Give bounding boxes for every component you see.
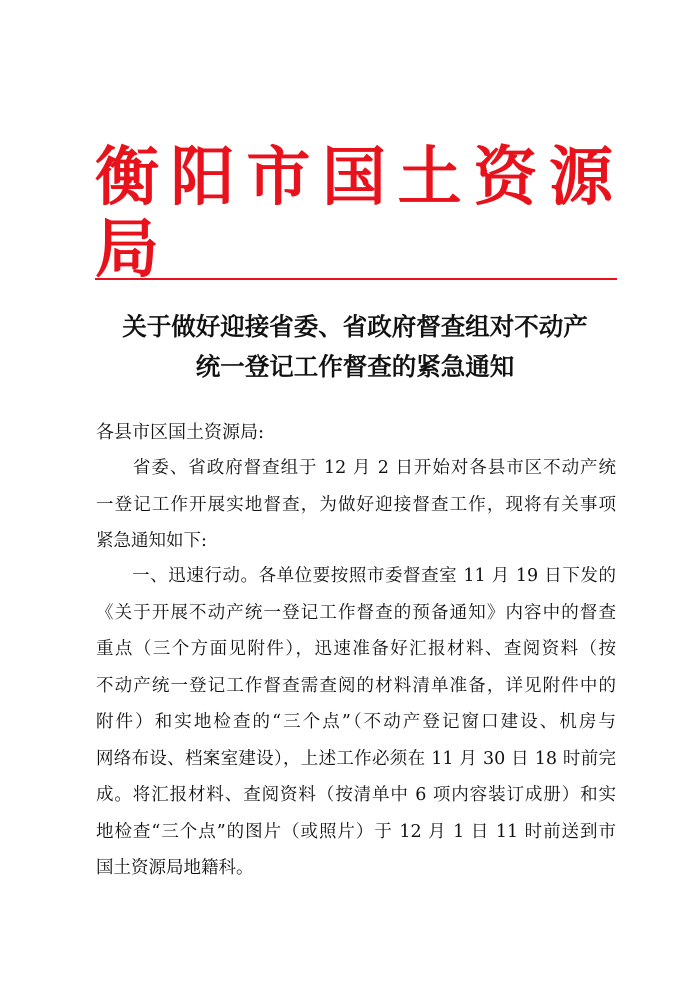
paragraph-line: 成。将汇报材料、查阅资料（按清单中 6 项内容装订成册）和实 bbox=[96, 785, 616, 805]
paragraph-line: 一、迅速行动。各单位要按照市委督查室 11 月 19 日下发的 bbox=[96, 566, 616, 586]
document-title-line-2: 统一登记工作督查的紧急通知 bbox=[195, 352, 515, 381]
paragraph-line: 附件）和实地检查的“三个点”（不动产登记窗口建设、机房与 bbox=[96, 712, 616, 732]
body-paragraph-1 bbox=[96, 450, 616, 560]
document-title bbox=[90, 307, 620, 387]
paragraph-line: 网络布设、档案室建设），上述工作必须在 11 月 30 日 18 时前完 bbox=[96, 748, 616, 769]
paragraph-line: 紧急通知如下: bbox=[96, 531, 207, 551]
paragraph-line: 不动产统一登记工作督查需查阅的材料清单准备，详见附件中的 bbox=[96, 675, 616, 696]
document-title-line-1: 关于做好迎接省委、省政府督查组对不动产 bbox=[122, 312, 588, 341]
issuing-authority-header: 衡阳市国土资源局 bbox=[95, 140, 615, 287]
paragraph-line: 省委、省政府督查组于 12 月 2 日开始对各县市区不动产统 bbox=[96, 458, 616, 478]
paragraph-line: 国土资源局地籍科。 bbox=[96, 858, 254, 878]
red-header-divider bbox=[95, 278, 617, 280]
paragraph-line: 一登记工作开展实地督查，为做好迎接督查工作，现将有关事项 bbox=[96, 494, 616, 515]
body-paragraph-2 bbox=[96, 558, 616, 887]
paragraph-line: 《关于开展不动产统一登记工作督查的预备通知》内容中的督查 bbox=[96, 602, 616, 623]
paragraph-line: 重点（三个方面见附件），迅速准备好汇报材料、查阅资料（按 bbox=[96, 639, 616, 659]
paragraph-line: 地检查“三个点”的图片（或照片）于 12 月 1 日 11 时前送到市 bbox=[96, 821, 616, 842]
salutation: 各县市区国土资源局: bbox=[96, 422, 265, 443]
